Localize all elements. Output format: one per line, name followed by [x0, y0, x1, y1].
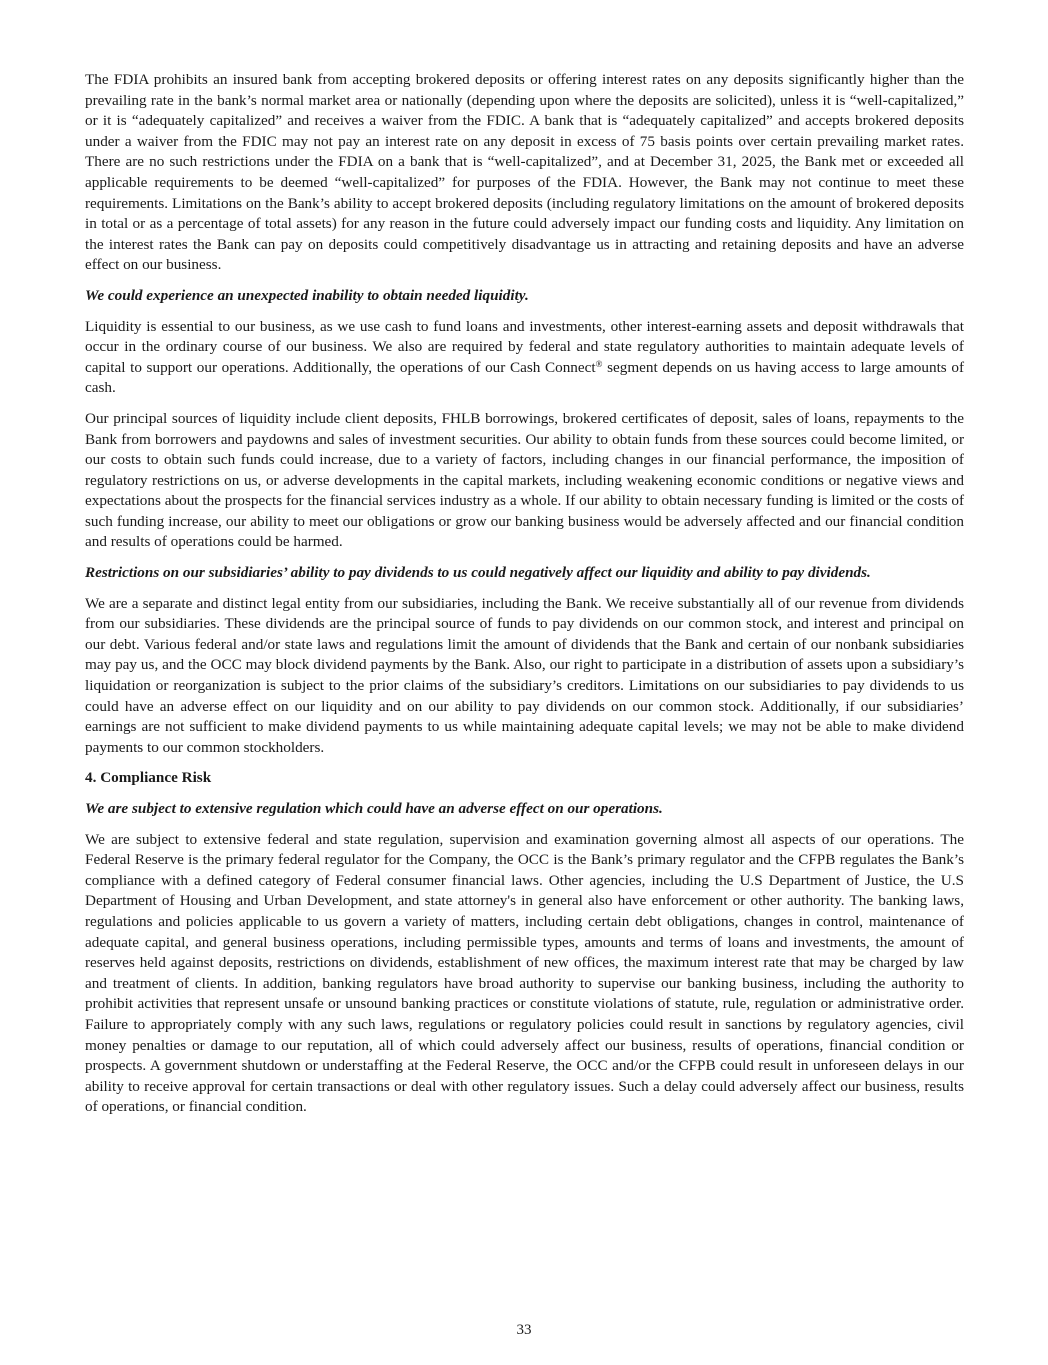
paragraph-liquidity-text-before: Liquidity is essential to our business, as we use cash to fund loans and investments, other interest-earning assets and deposit withdrawals that occur in the ordinary course of our business. We also are required by federal and state regulatory authorities to maintain adequate levels of capital to support our operations. Additionally, the operations of our Cash Connect	[85, 317, 964, 376]
paragraph-liquidity-essential	[85, 317, 964, 399]
section-heading-compliance-risk: 4. Compliance Risk	[85, 769, 212, 787]
paragraph-liquidity-text-after: segment depends on us having access to large amounts of cash.	[85, 358, 965, 397]
paragraph-regulation: We are subject to extensive federal and state regulation, supervision and examination governing almost all aspects of our operations. The Federal Reserve is the primary federal regulator for the Company, the OCC is the Bank’s primary regulator and the CFPB regulates the Bank’s compliance with a defined category of Federal consumer financial laws. Other agencies, including the U.S Department of Justice, the U.S Department of Housing and Urban Development, and state attorney's in general also have enforcement or other authority. The banking laws, regulations and policies applicable to us govern a variety of matters, including certain debt obligations, changes in control, maintenance of adequate capital, and general business operations, including permissible types, amounts and terms of loans and investments, the amount of reserves held against deposits, restrictions on dividends, establishment of new offices, the maximum interest rate that may be charged by law and treatment of clients. In addition, banking regulators have broad authority to supervise our banking business, including the authority to prohibit activities that represent unsafe or unsound banking practices or constitute violations of statute, rule, regulation or administrative order. Failure to appropriately comply with any such laws, regulations or regulatory policies could result in sanctions by regulatory agencies, civil money penalties or damage to our reputation, all of which could adversely affect our business, results of operations, financial condition or prospects. A government shutdown or understaffing at the Federal Reserve, the OCC and/or the CFPB could result in unforeseen delays in our ability to receive approval for certain transactions or deal with other regulatory issues. Such a delay could adversely affect our business, results of operations, or financial condition.	[85, 830, 964, 1116]
paragraph-dividends: We are a separate and distinct legal entity from our subsidiaries, including the Bank. We receive substantially all of our revenue from dividends from our subsidiaries. These dividends are the principal source of funds to pay dividends on our common stock, and interest and principal on our debt. Various federal and/or state laws and regulations limit the amount of dividends that the Bank and certain of our nonbank subsidiaries may pay us, and the OCC may block dividend payments by the Bank. Also, our right to participate in a distribution of assets upon a subsidiary’s liquidation or reorganization is subject to the prior claims of the subsidiary’s creditors. Limitations on our subsidiaries to pay dividends to us could have an adverse effect on our liquidity and on our ability to pay dividends on our common stock. Additionally, if our subsidiaries’ earnings are not sufficient to make dividend payments to us while maintaining adequate capital levels; we may not be able to make dividend payments to our common stockholders.	[85, 594, 964, 756]
paragraph-brokered-deposits: The FDIA prohibits an insured bank from accepting brokered deposits or offering interest rates on any deposits significantly higher than the prevailing rate in the bank’s normal market area or nationally (depending upon where the deposits are solicited), unless it is “well-capitalized,” or it is “adequately capitalized” and receives a waiver from the FDIC. A bank that is “adequately capitalized” and accepts brokered deposits under a waiver from the FDIC may not pay an interest rate on any deposit in excess of 75 basis points over certain prevailing market rates. There are no such restrictions under the FDIA on a bank that is “well-capitalized”, and at December 31, 2025, the Bank met or exceeded all applicable requirements to be deemed “well-capitalized” for purposes of the FDIA. However, the Bank may not continue to meet these requirements. Limitations on the Bank’s ability to accept brokered deposits (including regulatory limitations on the amount of brokered deposits in total or as a percentage of total assets) for any reason in the future could adversely impact our funding costs and liquidity. Any limitation on the interest rates the Bank can pay on deposits could competitively disadvantage us in attracting and retaining deposits and have an adverse effect on our business.	[85, 71, 964, 274]
paragraph-liquidity-sources: Our principal sources of liquidity include client deposits, FHLB borrowings, brokered certificates of deposit, sales of loans, repayments to the Bank from borrowers and paydowns and sales of investment securities. Our ability to obtain funds from these sources could become limited, or our costs to obtain such funds could increase, due to a variety of factors, including changes in our financial performance, the imposition of regulatory restrictions on us, or adverse developments in the capital markets, including weakening economic conditions or negative views and expectations about the prospects for the financial services industry as a whole. If our ability to obtain necessary funding is limited or the costs of such funding increase, our ability to meet our obligations or grow our banking business would be adversely affected and our financial condition and results of operations could be harmed.	[85, 409, 964, 551]
document-page	[85, 70, 964, 1128]
heading-dividends: Restrictions on our subsidiaries’ ability to pay dividends to us could negatively affect our liquidity and ability to pay dividends.	[85, 564, 871, 582]
heading-regulation: We are subject to extensive regulation which could have an adverse effect on our operations.	[85, 800, 663, 817]
page-number: 33	[516, 1322, 532, 1338]
registered-mark: ®	[595, 358, 603, 369]
heading-liquidity: We could experience an unexpected inability to obtain needed liquidity.	[85, 286, 529, 304]
